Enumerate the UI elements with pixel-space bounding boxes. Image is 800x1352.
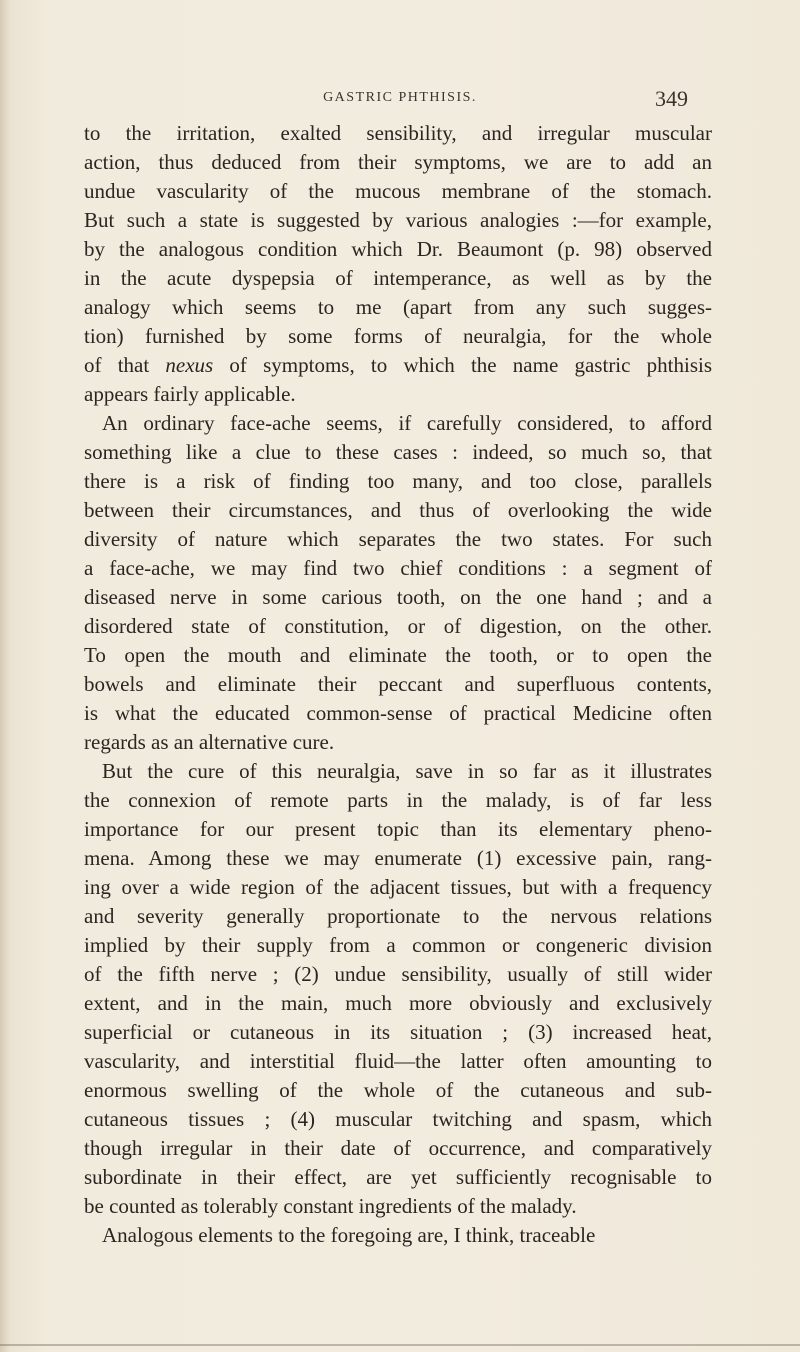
text-line: But the cure of this neuralgia, save in so far as it illustrates [102,759,712,783]
text-line: of that nexus of symptoms, to which the name gastric phthisis [84,353,712,377]
text-line: and severity generally proportionate to the nervous relations [84,904,712,928]
text-line: something like a clue to these cases : indeed, so much so, that [84,440,712,464]
text-line: implied by their supply from a common or congeneric division [84,933,712,957]
bottom-rule [0,1344,800,1346]
text-line: tion) furnished by some forms of neuralgia, for the whole [84,324,712,348]
running-title: GASTRIC PHTHISIS. [323,90,477,105]
text-line: be counted as tolerably constant ingredients of the malady. [84,1194,577,1218]
text-line: To open the mouth and eliminate the tooth, or to open the [84,643,712,667]
text-line: though irregular in their date of occurrence, and comparatively [84,1136,712,1160]
text-line: bowels and eliminate their peccant and superfluous contents, [84,672,712,696]
text-line: subordinate in their effect, are yet sufficiently recognisable to [84,1165,712,1189]
text-line: regards as an alternative cure. [84,730,335,754]
text-line: is what the educated common-sense of practical Medicine often [84,701,712,725]
text-line: Analogous elements to the foregoing are, I think, traceable [102,1223,596,1247]
text-line: the connexion of remote parts in the malady, is of far less [84,788,712,812]
italic-word: nexus [165,353,214,377]
text-line: disordered state of constitution, or of digestion, on the other. [84,614,712,638]
text-line: But such a state is suggested by various analogies :—for example, [84,208,712,232]
text-line: a face-ache, we may find two chief conditions : a segment of [84,556,712,580]
text-line: by the analogous condition which Dr. Beaumont (p. 98) observed [84,237,712,261]
text-line: ing over a wide region of the adjacent tissues, but with a frequency [84,875,712,899]
text-line: vascularity, and interstitial fluid—the latter often amounting to [84,1049,712,1073]
text-line: importance for our present topic than its elementary pheno- [84,817,712,841]
text-line: in the acute dyspepsia of intemperance, as well as by the [84,266,712,290]
text-line: diseased nerve in some carious tooth, on the one hand ; and a [84,585,712,609]
text-line: mena. Among these we may enumerate (1) excessive pain, rang- [84,846,712,870]
page-edge-shadow [0,0,10,1352]
text-line: diversity of nature which separates the two states. For such [84,527,712,551]
text-line: undue vascularity of the mucous membrane of the stomach. [84,179,712,203]
page-number: 349 [655,86,688,111]
text-line: An ordinary face-ache seems, if carefully considered, to afford [102,411,712,435]
text-line: of the fifth nerve ; (2) undue sensibility, usually of still wider [84,962,712,986]
text-line: superficial or cutaneous in its situation ; (3) increased heat, [84,1020,712,1044]
text-line: extent, and in the main, much more obviously and exclusively [84,991,712,1015]
page-header [0,86,800,116]
text-line: to the irritation, exalted sensibility, and irregular muscular [84,121,712,145]
text-line: appears fairly applicable. [84,382,296,406]
text-line-nexus [84,351,712,380]
text-line: there is a risk of finding too many, and too close, parallels [84,469,712,493]
text-line: between their circumstances, and thus of overlooking the wide [84,498,712,522]
text-line: cutaneous tissues ; (4) muscular twitching and spasm, which [84,1107,712,1131]
text-line: action, thus deduced from their symptoms, we are to add an [84,150,712,174]
body-text [84,119,712,1250]
text-line: enormous swelling of the whole of the cutaneous and sub- [84,1078,712,1102]
text-line: analogy which seems to me (apart from any such sugges- [84,295,712,319]
